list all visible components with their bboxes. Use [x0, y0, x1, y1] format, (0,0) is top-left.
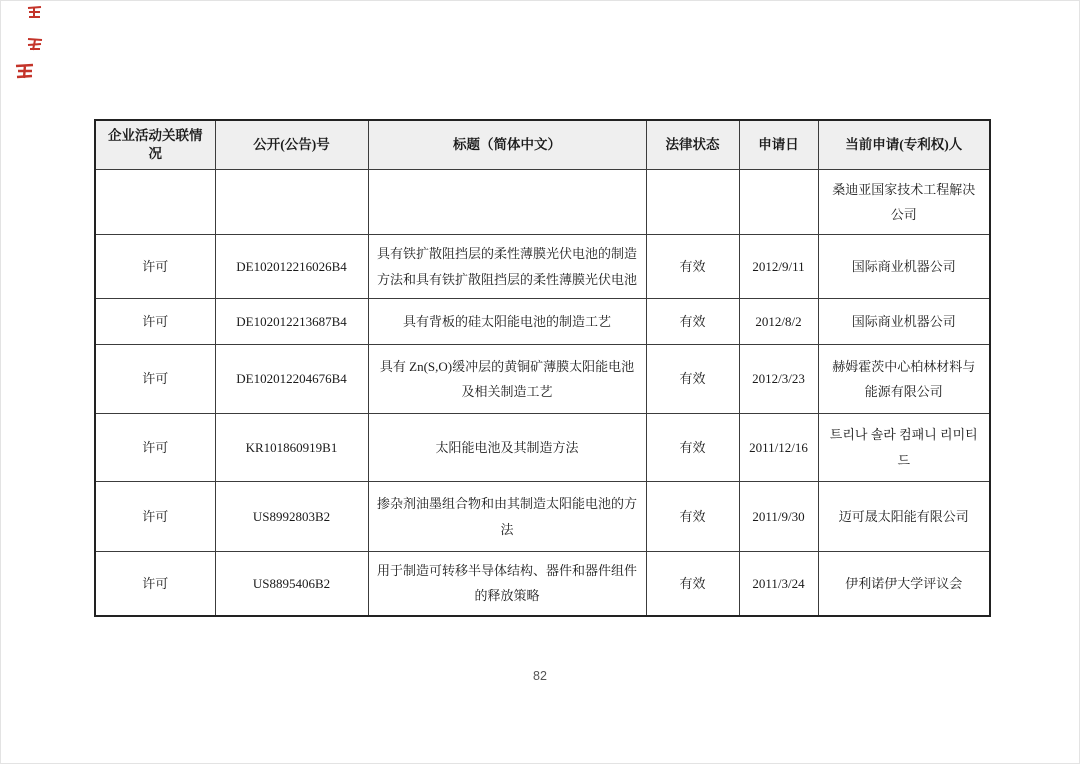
cell-relation: 许可: [95, 299, 215, 345]
table-row: [95, 552, 990, 616]
page-number: 82: [533, 669, 547, 683]
cell-assignee: 国际商业机器公司: [818, 235, 990, 299]
cell-relation: 许可: [95, 345, 215, 414]
cell-assignee: 国际商业机器公司: [818, 299, 990, 345]
cell-title: 用于制造可转移半导体结构、器件和器件组件的释放策略: [368, 552, 646, 616]
cell-title: 具有 Zn(S,O)缓冲层的黄铜矿薄膜太阳能电池及相关制造工艺: [368, 345, 646, 414]
cell-status: 有效: [646, 299, 739, 345]
cell-title: 掺杂剂油墨组合物和由其制造太阳能电池的方法: [368, 482, 646, 552]
cell-assignee: 赫姆霍茨中心柏林材料与能源有限公司: [818, 345, 990, 414]
cell-title: 太阳能电池及其制造方法: [368, 414, 646, 482]
column-header-status: 法律状态: [646, 120, 739, 170]
cell-relation: 许可: [95, 414, 215, 482]
column-header-assignee: 当前申请(专利权)人: [818, 120, 990, 170]
table-header-row: [95, 120, 990, 170]
table-row: [95, 235, 990, 299]
red-seal-mark-3: [14, 62, 36, 80]
cell-status: 有效: [646, 552, 739, 616]
table-body: [95, 170, 990, 616]
cell-assignee: 트리나 솔라 컴패니 리미티드: [818, 414, 990, 482]
red-seal-mark-1: [26, 5, 44, 20]
table-row: [95, 414, 990, 482]
column-header-pub_no: 公开(公告)号: [215, 120, 368, 170]
cell-date: 2011/12/16: [739, 414, 818, 482]
cell-date: 2012/3/23: [739, 345, 818, 414]
table-row: [95, 345, 990, 414]
table-row: [95, 299, 990, 345]
cell-date: 2011/3/24: [739, 552, 818, 616]
table-row: [95, 170, 990, 235]
column-header-date: 申请日: [739, 120, 818, 170]
cell-title: 具有背板的硅太阳能电池的制造工艺: [368, 299, 646, 345]
cell-assignee: 迈可晟太阳能有限公司: [818, 482, 990, 552]
red-seal-mark-2: [26, 37, 44, 52]
column-header-title: 标题（简体中文）: [368, 120, 646, 170]
cell-pub_no: DE102012204676B4: [215, 345, 368, 414]
cell-status: 有效: [646, 482, 739, 552]
cell-assignee: 伊利诺伊大学评议会: [818, 552, 990, 616]
table-row: [95, 482, 990, 552]
cell-relation: 许可: [95, 235, 215, 299]
cell-status: 有效: [646, 235, 739, 299]
cell-date: [739, 170, 818, 235]
cell-title: [368, 170, 646, 235]
cell-status: [646, 170, 739, 235]
cell-relation: [95, 170, 215, 235]
patent-table: [94, 119, 991, 617]
cell-pub_no: [215, 170, 368, 235]
cell-date: 2012/9/11: [739, 235, 818, 299]
cell-pub_no: DE102012213687B4: [215, 299, 368, 345]
cell-status: 有效: [646, 345, 739, 414]
table-header: [95, 120, 990, 170]
cell-pub_no: DE102012216026B4: [215, 235, 368, 299]
cell-pub_no: KR101860919B1: [215, 414, 368, 482]
cell-relation: 许可: [95, 482, 215, 552]
cell-title: 具有铁扩散阻挡层的柔性薄膜光伏电池的制造方法和具有铁扩散阻挡层的柔性薄膜光伏电池: [368, 235, 646, 299]
cell-pub_no: US8895406B2: [215, 552, 368, 616]
cell-date: 2012/8/2: [739, 299, 818, 345]
cell-date: 2011/9/30: [739, 482, 818, 552]
cell-status: 有效: [646, 414, 739, 482]
cell-assignee: 桑迪亚国家技术工程解决公司: [818, 170, 990, 235]
cell-relation: 许可: [95, 552, 215, 616]
cell-pub_no: US8992803B2: [215, 482, 368, 552]
column-header-relation: 企业活动关联情况: [95, 120, 215, 170]
